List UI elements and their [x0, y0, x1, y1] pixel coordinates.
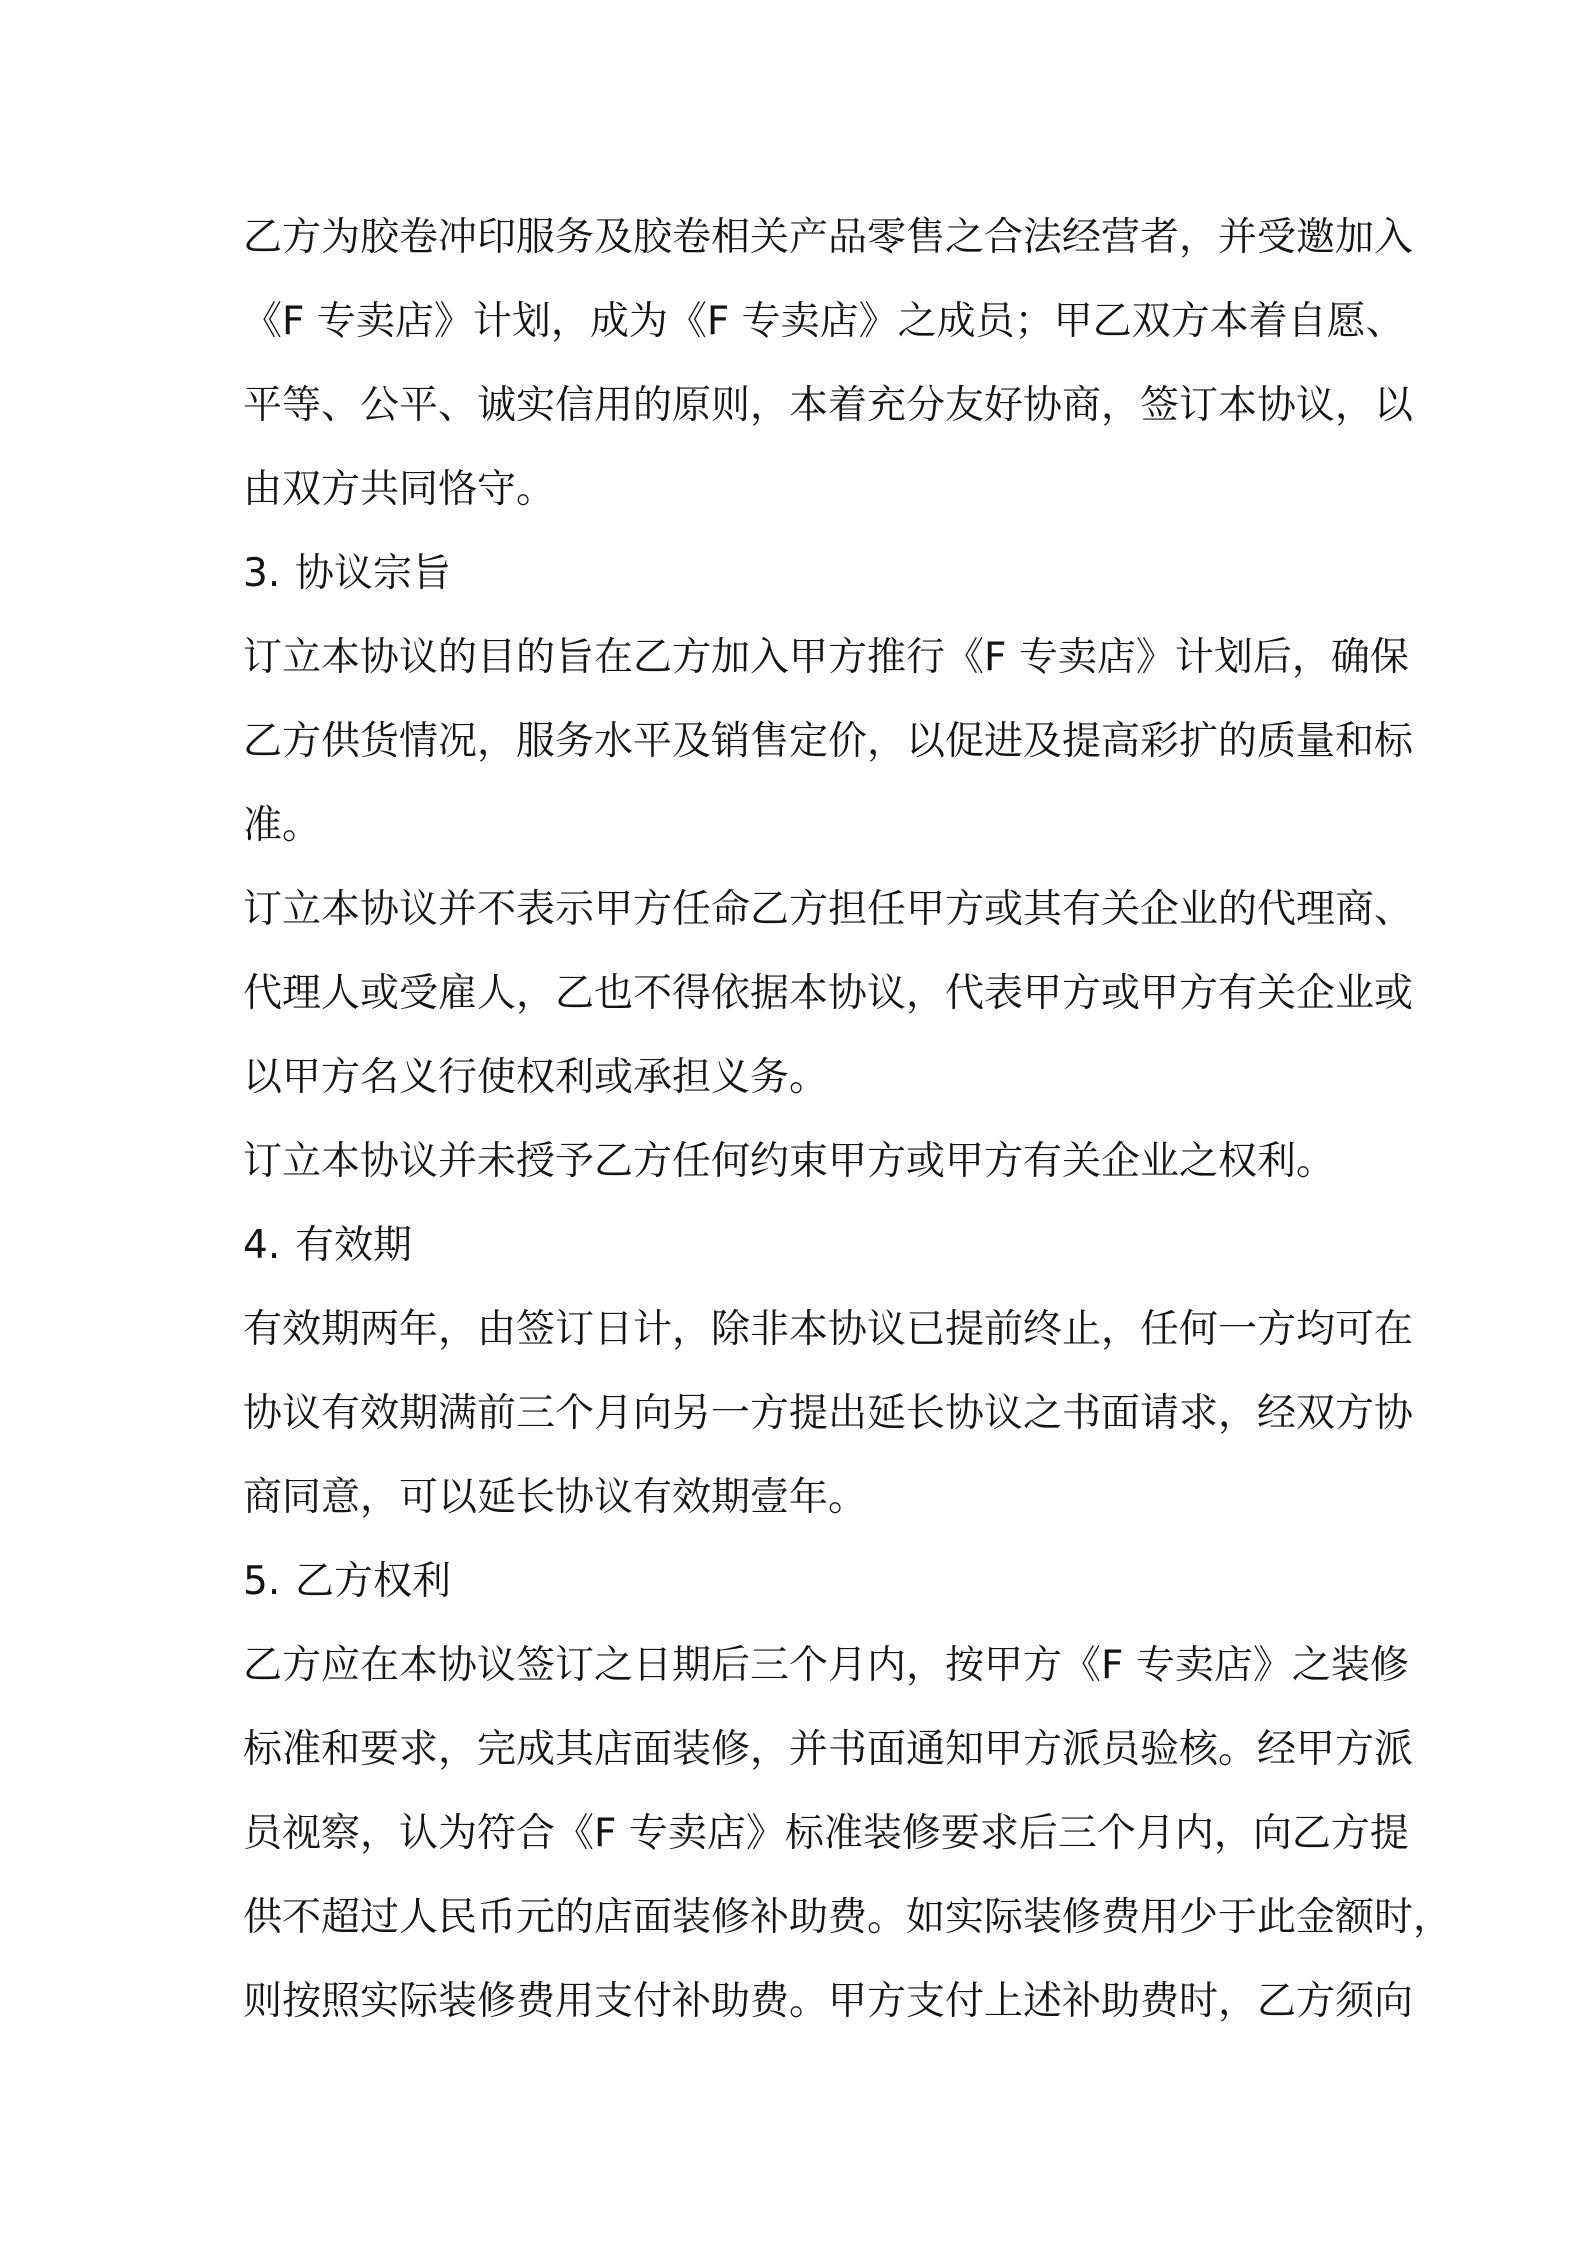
section-5-paragraph-1 [243, 1624, 1453, 2044]
paragraph-line: 准。 [243, 803, 322, 848]
paragraph-line: 商同意，可以延长协议有效期壹年。 [243, 1475, 868, 1520]
paragraph-line: 协议有效期满前三个月向另一方提出延长协议之书面请求，经双方协 [243, 1391, 1414, 1436]
paragraph-line: 则按照实际装修费用支付补助费。甲方支付上述补助费时，乙方须向 [243, 1979, 1414, 2024]
section-title: 协议宗旨 [295, 551, 452, 596]
paragraph-line: 以甲方名义行使权利或承担义务。 [243, 1055, 829, 1100]
paragraph-line: 订立本协议并不表示甲方任命乙方担任甲方或其有关企业的代理商、 [243, 887, 1414, 932]
section-3-paragraph-3 [243, 1120, 1358, 1204]
paragraph-line: 由双方共同恪守。 [243, 467, 556, 512]
paragraph-line: 乙方应在本协议签订之日期后三个月内，按甲方《F 专卖店》之装修 [243, 1643, 1409, 1688]
section-number: 3. [243, 551, 281, 596]
paragraph-line: 乙方供货情况，服务水平及销售定价，以促进及提高彩扩的质量和标 [243, 719, 1414, 764]
paragraph-line: 员视察，认为符合《F 专卖店》标准装修要求后三个月内，向乙方提 [243, 1811, 1409, 1856]
document-body [243, 196, 1453, 2044]
paragraph-line: 标准和要求，完成其店面装修，并书面通知甲方派员验核。经甲方派 [243, 1727, 1414, 1772]
paragraph-line: 有效期两年，由签订日计，除非本协议已提前终止，任何一方均可在 [243, 1307, 1414, 1352]
paragraph-line: 订立本协议的目的旨在乙方加入甲方推行《F 专卖店》计划后，确保 [243, 635, 1409, 680]
section-3-paragraph-1 [243, 616, 1414, 868]
section-3-paragraph-2 [243, 868, 1414, 1120]
section-title: 有效期 [295, 1223, 413, 1268]
paragraph-line: 订立本协议并未授予乙方任何约束甲方或甲方有关企业之权利。 [243, 1139, 1336, 1184]
section-heading-4 [243, 1204, 1358, 1288]
intro-paragraph [243, 196, 1414, 532]
section-number: 4. [243, 1223, 281, 1268]
section-number: 5. [243, 1559, 281, 1604]
paragraph-line: 乙方为胶卷冲印服务及胶卷相关产品零售之合法经营者，并受邀加入 [243, 215, 1414, 260]
section-heading-5 [243, 1540, 1358, 1624]
section-heading-3 [243, 532, 1358, 616]
paragraph-line: 代理人或受雇人，乙也不得依据本协议，代表甲方或甲方有关企业或 [243, 971, 1414, 1016]
paragraph-line: 供不超过人民币元的店面装修补助费。如实际装修费用少于此金额时， [243, 1895, 1453, 1940]
section-4-paragraph-1 [243, 1288, 1414, 1540]
section-title: 乙方权利 [295, 1559, 452, 1604]
paragraph-line: 《F 专卖店》计划，成为《F 专卖店》之成员；甲乙双方本着自愿、 [243, 299, 1405, 344]
paragraph-line: 平等、公平、诚实信用的原则，本着充分友好协商，签订本协议，以 [243, 383, 1414, 428]
